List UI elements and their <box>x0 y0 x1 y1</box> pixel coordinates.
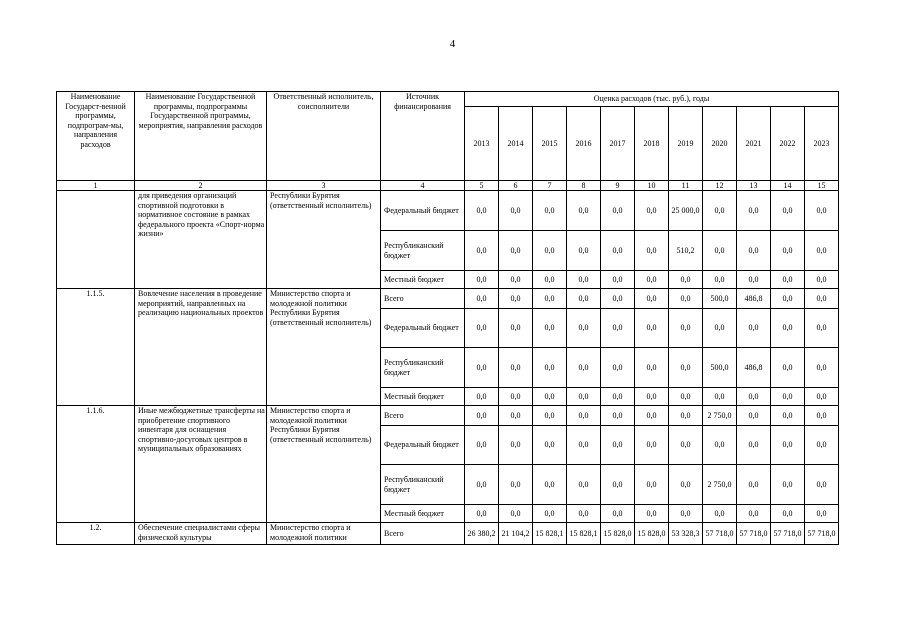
page-number: 4 <box>449 38 456 50</box>
value-cell: 486,8 <box>737 348 771 388</box>
value-cell: 25 000,0 <box>669 191 703 231</box>
value-cell: 0,0 <box>805 348 839 388</box>
value-cell: 0,0 <box>635 309 669 348</box>
value-cell: 0,0 <box>465 191 499 231</box>
value-cell: 0,0 <box>771 406 805 426</box>
value-cell: 0,0 <box>635 271 669 289</box>
value-cell: 0,0 <box>669 271 703 289</box>
value-cell: 0,0 <box>805 289 839 309</box>
value-cell: 0,0 <box>805 309 839 348</box>
year-header: 2013 <box>465 107 499 181</box>
row-code <box>57 191 135 289</box>
value-cell: 0,0 <box>465 231 499 271</box>
value-cell: 0,0 <box>703 309 737 348</box>
value-cell: 0,0 <box>567 406 601 426</box>
value-cell: 0,0 <box>805 465 839 505</box>
value-cell: 0,0 <box>533 309 567 348</box>
value-cell: 0,0 <box>533 271 567 289</box>
value-cell: 0,0 <box>499 426 533 465</box>
year-header: 2018 <box>635 107 669 181</box>
table-row <box>57 191 839 231</box>
year-header: 2019 <box>669 107 703 181</box>
value-cell: 0,0 <box>601 231 635 271</box>
value-cell: 0,0 <box>771 388 805 406</box>
value-cell: 0,0 <box>601 309 635 348</box>
value-cell: 0,0 <box>805 191 839 231</box>
value-cell: 0,0 <box>567 231 601 271</box>
value-cell: 0,0 <box>567 348 601 388</box>
value-cell: 0,0 <box>669 426 703 465</box>
value-cell: 57 718,0 <box>703 523 737 545</box>
funding-source: Федеральный бюджет <box>381 309 465 348</box>
value-cell: 0,0 <box>567 426 601 465</box>
value-cell: 0,0 <box>499 406 533 426</box>
value-cell: 15 828,0 <box>601 523 635 545</box>
value-cell: 510,2 <box>669 231 703 271</box>
column-numbers-row <box>57 181 839 191</box>
value-cell: 0,0 <box>465 289 499 309</box>
value-cell: 0,0 <box>703 505 737 523</box>
funding-source: Всего <box>381 289 465 309</box>
value-cell: 0,0 <box>635 289 669 309</box>
table-row <box>57 523 839 545</box>
value-cell: 0,0 <box>669 505 703 523</box>
column-number: 9 <box>601 181 635 191</box>
value-cell: 0,0 <box>533 191 567 231</box>
value-cell: 0,0 <box>771 191 805 231</box>
funding-source: Местный бюджет <box>381 271 465 289</box>
value-cell: 0,0 <box>635 426 669 465</box>
expenditure-table <box>56 91 839 545</box>
column-number: 13 <box>737 181 771 191</box>
row-name: Иные межбюджетные трансферты на приобретение спортивного инвентаря для оснащения спортивно-досуговых центров в муниципальных образованиях <box>135 406 267 523</box>
column-number: 10 <box>635 181 669 191</box>
value-cell: 0,0 <box>499 271 533 289</box>
value-cell: 0,0 <box>567 388 601 406</box>
year-header: 2016 <box>567 107 601 181</box>
value-cell: 0,0 <box>771 309 805 348</box>
year-header: 2022 <box>771 107 805 181</box>
value-cell: 0,0 <box>805 406 839 426</box>
value-cell: 0,0 <box>771 505 805 523</box>
value-cell: 0,0 <box>533 426 567 465</box>
year-header: 2020 <box>703 107 737 181</box>
header-executor: Ответственный исполнитель, соисполнители <box>267 92 381 181</box>
funding-source: Местный бюджет <box>381 505 465 523</box>
value-cell: 0,0 <box>601 191 635 231</box>
value-cell: 0,0 <box>601 271 635 289</box>
row-name: Обеспечение специалистами сферы физической культуры <box>135 523 267 545</box>
value-cell: 0,0 <box>805 271 839 289</box>
row-name: Вовлечение населения в проведение мероприятий, направленных на реализацию национальных проектов <box>135 289 267 406</box>
value-cell: 0,0 <box>601 406 635 426</box>
value-cell: 53 328,3 <box>669 523 703 545</box>
value-cell: 0,0 <box>533 348 567 388</box>
table-row <box>57 289 839 309</box>
value-cell: 0,0 <box>805 426 839 465</box>
value-cell: 0,0 <box>465 309 499 348</box>
value-cell: 0,0 <box>635 348 669 388</box>
header-name: Наименование Государственной программы, подпрограммы Государственной программы, мероприятия, направления расходов <box>135 92 267 181</box>
value-cell: 0,0 <box>635 191 669 231</box>
row-code: 1.1.5. <box>57 289 135 406</box>
value-cell: 0,0 <box>465 426 499 465</box>
header-estimate: Оценка расходов (тыс. руб.), годы <box>465 92 839 107</box>
value-cell: 0,0 <box>771 289 805 309</box>
table-row <box>57 406 839 426</box>
value-cell: 57 718,0 <box>737 523 771 545</box>
value-cell: 0,0 <box>737 505 771 523</box>
value-cell: 0,0 <box>465 505 499 523</box>
value-cell: 0,0 <box>737 426 771 465</box>
row-executor: Республики Бурятия (ответственный исполнитель) <box>267 191 381 289</box>
value-cell: 0,0 <box>737 406 771 426</box>
value-cell: 0,0 <box>533 388 567 406</box>
value-cell: 0,0 <box>567 191 601 231</box>
value-cell: 0,0 <box>567 309 601 348</box>
value-cell: 0,0 <box>601 426 635 465</box>
value-cell: 0,0 <box>533 505 567 523</box>
header-row <box>57 92 839 107</box>
value-cell: 0,0 <box>669 348 703 388</box>
value-cell: 0,0 <box>669 465 703 505</box>
year-header: 2023 <box>805 107 839 181</box>
value-cell: 0,0 <box>737 465 771 505</box>
value-cell: 0,0 <box>771 465 805 505</box>
value-cell: 0,0 <box>499 309 533 348</box>
value-cell: 0,0 <box>465 465 499 505</box>
value-cell: 0,0 <box>635 465 669 505</box>
value-cell: 0,0 <box>669 388 703 406</box>
funding-source: Федеральный бюджет <box>381 191 465 231</box>
column-number: 1 <box>57 181 135 191</box>
funding-source: Республиканский бюджет <box>381 231 465 271</box>
value-cell: 57 718,0 <box>805 523 839 545</box>
row-executor: Министерство спорта и молодежной политики <box>267 523 381 545</box>
column-number: 2 <box>135 181 267 191</box>
value-cell: 0,0 <box>737 231 771 271</box>
value-cell: 0,0 <box>737 191 771 231</box>
value-cell: 0,0 <box>635 231 669 271</box>
column-number: 12 <box>703 181 737 191</box>
value-cell: 21 104,2 <box>499 523 533 545</box>
header-program: Наименование Государст-венной программы, подпрограм-мы, направления расходов <box>57 92 135 181</box>
value-cell: 0,0 <box>601 388 635 406</box>
column-number: 6 <box>499 181 533 191</box>
value-cell: 0,0 <box>499 289 533 309</box>
value-cell: 0,0 <box>499 231 533 271</box>
value-cell: 0,0 <box>499 465 533 505</box>
column-number: 5 <box>465 181 499 191</box>
value-cell: 0,0 <box>533 465 567 505</box>
value-cell: 0,0 <box>737 309 771 348</box>
value-cell: 0,0 <box>771 231 805 271</box>
value-cell: 26 380,2 <box>465 523 499 545</box>
funding-source: Федеральный бюджет <box>381 426 465 465</box>
row-code: 1.2. <box>57 523 135 545</box>
funding-source: Всего <box>381 523 465 545</box>
value-cell: 0,0 <box>703 426 737 465</box>
column-number: 14 <box>771 181 805 191</box>
value-cell: 0,0 <box>703 191 737 231</box>
column-number: 11 <box>669 181 703 191</box>
funding-source: Всего <box>381 406 465 426</box>
year-header: 2015 <box>533 107 567 181</box>
row-name: для приведения организаций спортивной подготовки в нормативное состояние в рамках федерального проекта «Спорт-норма жизни» <box>135 191 267 289</box>
value-cell: 0,0 <box>499 505 533 523</box>
value-cell: 0,0 <box>533 231 567 271</box>
value-cell: 0,0 <box>635 388 669 406</box>
row-code: 1.1.6. <box>57 406 135 523</box>
value-cell: 15 828,0 <box>635 523 669 545</box>
value-cell: 486,8 <box>737 289 771 309</box>
value-cell: 0,0 <box>567 289 601 309</box>
year-header: 2014 <box>499 107 533 181</box>
value-cell: 0,0 <box>737 271 771 289</box>
column-number: 4 <box>381 181 465 191</box>
header-source: Источник финансирования <box>381 92 465 181</box>
value-cell: 0,0 <box>465 388 499 406</box>
value-cell: 0,0 <box>805 505 839 523</box>
value-cell: 0,0 <box>533 289 567 309</box>
funding-source: Местный бюджет <box>381 388 465 406</box>
row-executor: Министерство спорта и молодежной политики Республики Бурятия (ответственный исполнитель) <box>267 406 381 523</box>
value-cell: 0,0 <box>703 231 737 271</box>
value-cell: 0,0 <box>635 406 669 426</box>
value-cell: 0,0 <box>703 388 737 406</box>
value-cell: 0,0 <box>601 348 635 388</box>
value-cell: 57 718,0 <box>771 523 805 545</box>
value-cell: 500,0 <box>703 289 737 309</box>
column-number: 3 <box>267 181 381 191</box>
value-cell: 0,0 <box>465 271 499 289</box>
year-header: 2021 <box>737 107 771 181</box>
value-cell: 0,0 <box>805 231 839 271</box>
value-cell: 0,0 <box>669 289 703 309</box>
value-cell: 0,0 <box>533 406 567 426</box>
value-cell: 0,0 <box>465 406 499 426</box>
value-cell: 0,0 <box>771 348 805 388</box>
value-cell: 0,0 <box>601 289 635 309</box>
value-cell: 0,0 <box>805 388 839 406</box>
value-cell: 0,0 <box>669 406 703 426</box>
value-cell: 2 750,0 <box>703 406 737 426</box>
value-cell: 0,0 <box>567 465 601 505</box>
row-executor: Министерство спорта и молодежной политики Республики Бурятия (ответственный исполнитель) <box>267 289 381 406</box>
value-cell: 0,0 <box>567 505 601 523</box>
funding-source: Республиканский бюджет <box>381 465 465 505</box>
funding-source: Республиканский бюджет <box>381 348 465 388</box>
value-cell: 0,0 <box>771 426 805 465</box>
column-number: 15 <box>805 181 839 191</box>
value-cell: 15 828,1 <box>567 523 601 545</box>
value-cell: 0,0 <box>499 348 533 388</box>
year-header: 2017 <box>601 107 635 181</box>
value-cell: 0,0 <box>499 388 533 406</box>
value-cell: 0,0 <box>465 348 499 388</box>
value-cell: 0,0 <box>567 271 601 289</box>
value-cell: 15 828,1 <box>533 523 567 545</box>
column-number: 8 <box>567 181 601 191</box>
value-cell: 0,0 <box>737 388 771 406</box>
value-cell: 0,0 <box>601 505 635 523</box>
value-cell: 0,0 <box>771 271 805 289</box>
column-number: 7 <box>533 181 567 191</box>
value-cell: 0,0 <box>635 505 669 523</box>
value-cell: 2 750,0 <box>703 465 737 505</box>
value-cell: 0,0 <box>669 309 703 348</box>
value-cell: 0,0 <box>499 191 533 231</box>
value-cell: 500,0 <box>703 348 737 388</box>
value-cell: 0,0 <box>703 271 737 289</box>
value-cell: 0,0 <box>601 465 635 505</box>
